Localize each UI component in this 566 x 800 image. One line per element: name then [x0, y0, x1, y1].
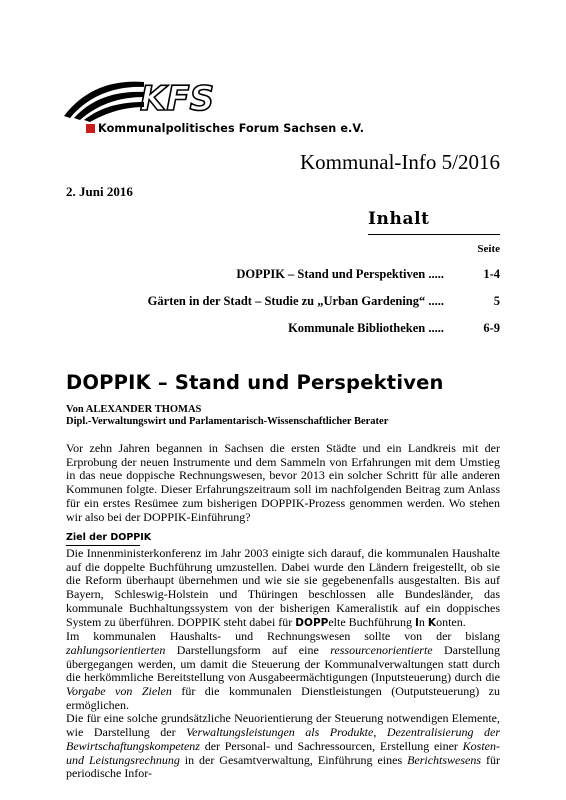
paragraph-text: der Personal- und Sachressourcen, Erstellung einer — [199, 738, 463, 753]
body-text — [66, 547, 500, 781]
italic-text: zahlungsorientierten — [66, 642, 166, 657]
paragraph-text: für die kommunalen Dienstleistungen (Outputsteuerung) zu ermöglichen. — [66, 684, 501, 712]
paragraph-text: onten. — [436, 614, 466, 629]
italic-text: Kosten- und Leistungsrechnung — [66, 738, 500, 767]
byline — [66, 404, 388, 428]
italic-text: Dezentralisierung der Bewirtschaftungskompetenz — [66, 725, 500, 753]
issue-title: Kommunal-Info 5/2016 — [299, 150, 500, 174]
logo-mark: KFS — [140, 79, 215, 119]
org-name: Kommunalpolitisches Forum Sachsen e.V. — [98, 122, 365, 135]
paragraph-text: n — [418, 614, 428, 629]
toc-item-title: Gärten in der Stadt – Studie zu „Urban Gardening“ ..... — [147, 294, 444, 308]
paragraph-text: Die für eine solche grundsätzliche Neuorientierung der Steuerung notwendigen Elemente, wie Darstellung der — [66, 711, 500, 740]
paragraph — [66, 712, 500, 781]
issue-date: 2. Juni 2016 — [66, 184, 133, 199]
paragraph-text: Im kommunalen Haushalts- und Rechnungswesen sollte von der bislang — [66, 629, 500, 644]
toc-item-page: 6-9 — [483, 321, 500, 335]
kfs-swoosh-logo-icon — [62, 72, 352, 122]
toc-heading-rule — [368, 234, 500, 235]
paragraph-text: in der Gesamtverwaltung, Einführung eines — [179, 752, 408, 767]
byline-author: Von ALEXANDER THOMAS — [66, 404, 202, 415]
italic-text: Berichtswesens — [407, 752, 482, 767]
paragraph-text: elte Buchführung — [328, 614, 415, 629]
toc-item-title: Kommunale Bibliotheken ..... — [288, 321, 444, 335]
paragraph-text: für periodische Infor- — [66, 752, 500, 781]
toc-item-page: 5 — [493, 294, 500, 308]
emphasis-text: DOPP — [295, 616, 329, 629]
italic-text: Vorgabe von Zielen — [66, 684, 172, 699]
toc-item-page: 1-4 — [483, 267, 500, 281]
intro-paragraph: Vor zehn Jahren begannen in Sachsen die ersten Städte und ein Landkreis mit der Erprobung der neuen Instrumente und dem Sammeln von Erfahrungen mit dem Umstieg in das neue doppische Rechnungswesen, bevor 2013 ein solcher Schritt für alle anderen Kommunen folgte. Dieser Erfahrungszeitraum soll im nachfolgenden Beitrag zum Anlass für ein erstes Resümee zum bisherigen DOPPIK-Prozess genommen werden. Wo stehen wir also bei der DOPPIK-Einführung? — [66, 441, 500, 524]
paragraph-text: Die Innenministerkonferenz im Jahr 2003 einigte sich darauf, die kommunalen Haushalte auf die doppelte Buchführung umzustellen. Dabei wurde den Ländern freigestellt, ob sie die Reform überhaupt übernehmen und wie sie sie gegebenenfalls ausgestalten. Bis auf Bayern, Schleswig-Holstein und Thüringen beschlossen alle Bundesländer, das kommunale Buchhaltungssystem von der bisherigen Kameralistik auf ein doppisches System zu überführen. DOPPIK steht dabei für — [66, 546, 500, 629]
paragraph-text: , — [373, 725, 387, 740]
italic-text: Verwaltungsleistungen als Produkte — [186, 725, 374, 740]
emphasis-text: I — [415, 616, 419, 629]
byline-role: Dipl.-Verwaltungswirt und Parlamentarisch-Wissenschaftlicher Berater — [66, 416, 389, 427]
toc-heading: Inhalt — [368, 209, 430, 229]
section-heading: Ziel der DOPPIK — [66, 532, 152, 543]
red-square-icon — [86, 124, 95, 133]
article-title: DOPPIK – Stand und Perspektiven — [66, 371, 444, 394]
paragraph — [66, 630, 500, 712]
kfs-logo — [62, 72, 365, 142]
paragraph-text: Darstellung übergegangen werden, um damit die Steuerung der Kommunalverwaltungen statt durch die herkömmliche Bereitstellung von Ausgabeermächtigungen (Inputsteuerung) durch die — [66, 642, 500, 685]
toc-page-column-label: Seite — [477, 243, 500, 255]
emphasis-text: K — [427, 616, 437, 629]
toc-item-title: DOPPIK – Stand und Perspektiven ..... — [236, 267, 444, 281]
paragraph-text: Darstellungsform auf eine — [165, 642, 331, 657]
italic-text: ressourcenorientierte — [330, 642, 433, 657]
